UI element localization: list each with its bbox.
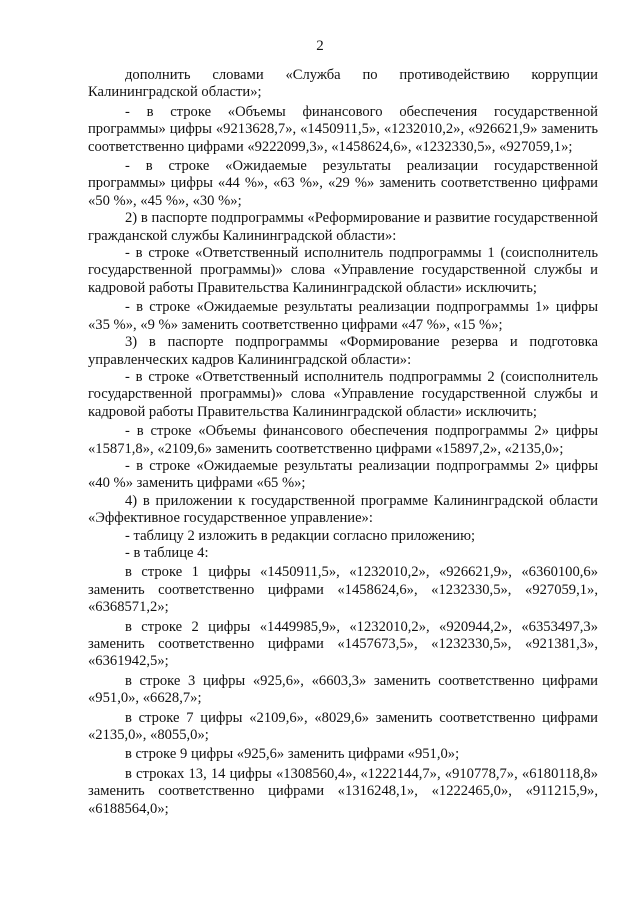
paragraph-15: в строке 2 цифры «1449985,9», «1232010,2», «920944,2», «6353497,3» заменить соответственно цифрами «1457673,5», «1232330,5», «921381,3», «6361942,5»; bbox=[88, 618, 598, 670]
paragraph-19: в строках 13, 14 цифры «1308560,4», «1222144,7», «910778,7», «6180118,8» заменить соответственно цифрами «1316248,1», «1222465,0», «911215,9», «6188564,0»; bbox=[88, 765, 598, 817]
paragraph-11: 4) в приложении к государственной программе Калининградской области «Эффективное государственное управление»: bbox=[88, 492, 598, 527]
paragraph-16: в строке 3 цифры «925,6», «6603,3» заменить соответственно цифрами «951,0», «6628,7»; bbox=[88, 672, 598, 707]
paragraph-17: в строке 7 цифры «2109,6», «8029,6» заменить соответственно цифрами «2135,0», «8055,0»; bbox=[88, 709, 598, 744]
paragraph-14: в строке 1 цифры «1450911,5», «1232010,2», «926621,9», «6360100,6» заменить соответственно цифрами «1458624,6», «1232330,5», «927059,1», «6368571,2»; bbox=[88, 564, 598, 616]
paragraph-4: 2) в паспорте подпрограммы «Реформирование и развитие государственной гражданской службы Калининградской области»: bbox=[88, 210, 598, 244]
paragraph-18: в строке 9 цифры «925,6» заменить цифрами «951,0»; bbox=[125, 746, 460, 763]
paragraph-13: - в таблице 4: bbox=[125, 544, 209, 561]
paragraph-3: - в строке «Ожидаемые результаты реализации государственной программы» цифры «44 %», «63 %», «29 %» заменить соответственно цифрами «50 %», «45 %», «30 %»; bbox=[88, 158, 598, 209]
paragraph-5: - в строке «Ответственный исполнитель подпрограммы 1 (соисполнитель государственной программы)» слова «Управление государственной службы и кадровой работы Правительства Калининградской области» исключить; bbox=[88, 245, 598, 296]
paragraph-1: дополнить словами «Служба по противодействию коррупции Калининградской области»; bbox=[88, 67, 598, 101]
paragraph-6: - в строке «Ожидаемые результаты реализации подпрограммы 1» цифры «35 %», «9 %» заменить соответственно цифрами «47 %», «15 %»; bbox=[88, 299, 598, 333]
paragraph-9: - в строке «Объемы финансового обеспечения подпрограммы 2» цифры «15871,8», «2109,6» заменить соответственно цифрами «15897,2», «2135,0»; bbox=[88, 423, 598, 457]
paragraph-12: - таблицу 2 изложить в редакции согласно приложению; bbox=[125, 527, 476, 544]
paragraph-7: 3) в паспорте подпрограммы «Формирование резерва и подготовка управленческих кадров Калининградской области»: bbox=[88, 334, 598, 368]
paragraph-2: - в строке «Объемы финансового обеспечения государственной программы» цифры «9213628,7», «1450911,5», «1232010,2», «926621,9» заменить соответственно цифрами «9222099,3», «1458624,6», «1232330,5», «927059,1»; bbox=[88, 103, 598, 155]
document-body bbox=[88, 67, 598, 818]
paragraph-10: - в строке «Ожидаемые результаты реализации подпрограммы 2» цифры «40 %» заменить цифрами «65 %»; bbox=[88, 457, 598, 492]
paragraph-8: - в строке «Ответственный исполнитель подпрограммы 2 (соисполнитель государственной программы)» слова «Управление государственной службы и кадровой работы Правительства Калининградской области» исключить; bbox=[88, 368, 598, 420]
page-number: 2 bbox=[316, 38, 324, 54]
